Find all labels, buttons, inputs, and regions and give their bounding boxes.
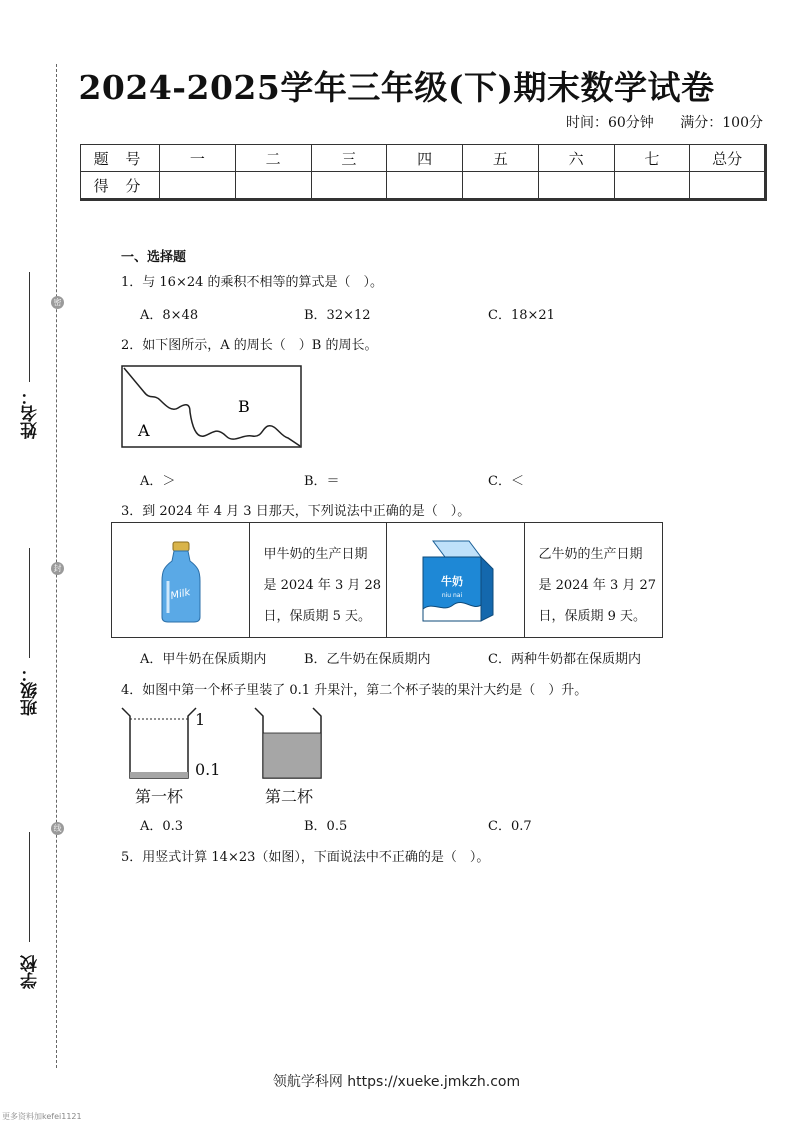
question-4: 4．如图中第一个杯子里装了 0.1 升果汁，第二个杯子装的果汁大约是（ ）升。 bbox=[121, 683, 588, 698]
cup-1 bbox=[122, 708, 196, 778]
milk-b-info bbox=[525, 523, 663, 637]
name-underline bbox=[29, 272, 30, 382]
milk-b-line-2: 是 2024 年 3 月 27 bbox=[538, 578, 657, 593]
q1-option-b: B．32×12 bbox=[304, 308, 371, 323]
score-cell[interactable] bbox=[311, 172, 387, 200]
score-col-label: 题 号 bbox=[81, 145, 160, 172]
cups-figure bbox=[120, 702, 325, 782]
q4-option-b: B．0.5 bbox=[304, 819, 348, 834]
school-underline bbox=[29, 832, 30, 942]
class-underline bbox=[29, 548, 30, 658]
score-col-total: 总分 bbox=[690, 145, 766, 172]
score-cell[interactable] bbox=[160, 172, 236, 200]
cup-2-label: 第二杯 bbox=[265, 787, 314, 806]
score-cell[interactable] bbox=[690, 172, 766, 200]
milk-a-info bbox=[250, 523, 388, 637]
carton-label: 牛奶 bbox=[441, 575, 463, 588]
milk-carton-cell bbox=[387, 523, 525, 637]
seal-mi: 密 bbox=[51, 296, 64, 309]
watermark: 更多资料加kefei1121 bbox=[2, 1112, 82, 1121]
score-row-label: 得 分 bbox=[81, 172, 160, 200]
q3-option-c: C．两种牛奶都在保质期内 bbox=[488, 652, 641, 667]
score-col-4: 四 bbox=[387, 145, 463, 172]
footer-site: 领航学科网 https://xueke.jmkzh.com bbox=[272, 1074, 521, 1090]
question-1: 1．与 16×24 的乘积不相等的算式是（ ）。 bbox=[121, 275, 384, 290]
score-cell[interactable] bbox=[538, 172, 614, 200]
school-label: 学校 bbox=[21, 955, 41, 989]
score-cell[interactable] bbox=[614, 172, 690, 200]
score-table bbox=[80, 144, 767, 201]
milk-a-line-1: 甲牛奶的生产日期 bbox=[263, 547, 368, 562]
q4-option-c: C．0.7 bbox=[488, 819, 532, 834]
q2-option-a: A．＞ bbox=[140, 474, 176, 489]
milk-a-line-2: 是 2024 年 3 月 28 bbox=[263, 578, 382, 593]
class-label: 班级： bbox=[21, 665, 41, 716]
score-table-header-row bbox=[81, 145, 766, 172]
milk-b-line-1: 乙牛奶的生产日期 bbox=[538, 547, 643, 562]
cup-mark-0-1: 0.1 bbox=[195, 760, 221, 779]
q1-option-c: C．18×21 bbox=[488, 308, 555, 323]
question-3: 3．到 2024 年 4 月 3 日那天，下列说法中正确的是（ ）。 bbox=[121, 504, 471, 519]
region-b-label: B bbox=[238, 397, 250, 416]
score-cell[interactable] bbox=[463, 172, 539, 200]
full-score: 满分：100分 bbox=[680, 115, 763, 131]
milk-bottle-cell bbox=[112, 523, 250, 637]
name-label: 姓名： bbox=[21, 388, 41, 439]
score-col-7: 七 bbox=[614, 145, 690, 172]
milk-a-line-3: 日，保质期 5 天。 bbox=[263, 609, 372, 624]
cup-2-juice bbox=[263, 733, 321, 778]
cup-1-juice bbox=[130, 772, 188, 778]
milk-b-line-3: 日，保质期 9 天。 bbox=[538, 609, 647, 624]
region-a-label: A bbox=[138, 421, 150, 440]
milk-info-table bbox=[111, 522, 663, 638]
score-col-2: 二 bbox=[235, 145, 311, 172]
milk-carton-icon bbox=[419, 539, 495, 623]
q3-option-b: B．乙牛奶在保质期内 bbox=[304, 652, 431, 667]
q4-option-a: A．0.3 bbox=[140, 819, 184, 834]
q1-option-a: A．8×48 bbox=[140, 308, 199, 323]
carton-sublabel: niu nai bbox=[441, 592, 463, 599]
score-col-5: 五 bbox=[463, 145, 539, 172]
page-title: 2024-2025学年三年级(下)期末数学试卷 bbox=[78, 68, 715, 107]
question-5: 5．用竖式计算 14×23（如图），下面说法中不正确的是（ ）。 bbox=[121, 850, 490, 865]
cup-mark-1: 1 bbox=[195, 710, 206, 729]
cup-2 bbox=[255, 708, 321, 778]
bottle-label: Milk bbox=[169, 587, 192, 603]
score-cell[interactable] bbox=[235, 172, 311, 200]
score-col-1: 一 bbox=[160, 145, 236, 172]
q3-option-a: A．甲牛奶在保质期内 bbox=[140, 652, 267, 667]
question-2: 2．如下图所示，A 的周长（ ）B 的周长。 bbox=[121, 338, 378, 353]
section-title: 一、选择题 bbox=[121, 250, 187, 265]
exam-info bbox=[544, 112, 763, 132]
q2-option-b: B．＝ bbox=[304, 474, 340, 489]
cup-1-label: 第一杯 bbox=[135, 787, 184, 806]
time-limit: 时间：60分钟 bbox=[565, 115, 654, 131]
score-cell[interactable] bbox=[387, 172, 463, 200]
perimeter-figure bbox=[120, 364, 304, 450]
score-table-score-row bbox=[81, 172, 766, 200]
score-col-3: 三 bbox=[311, 145, 387, 172]
q2-option-c: C．＜ bbox=[488, 474, 524, 489]
score-col-6: 六 bbox=[538, 145, 614, 172]
seal-xian: 线 bbox=[51, 822, 64, 835]
milk-bottle-icon bbox=[160, 541, 202, 623]
seal-feng: 封 bbox=[51, 562, 64, 575]
